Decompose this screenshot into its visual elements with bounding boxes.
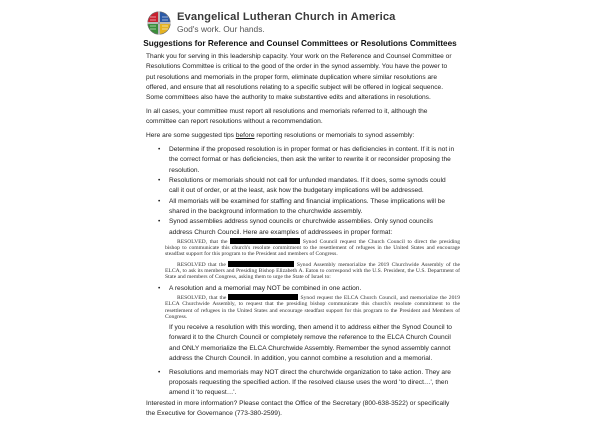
resolution-prefix: RESOLVED, that the — [177, 238, 228, 245]
intro-paragraph: Thank you for serving in this leadership capacity. Your work on the Reference and Counsel Committee or Resolutions Committee is critical to the good of the order in the synod assembly. You have the power to put resolutions and memorials in the proper form, eliminate duplication where similar resolutions are offered, and ensure that all resolutions relating to a specific subject will be offered in logical sequence. Some committees also have the authority to make substantive edits and alterations in resolutions. — [146, 53, 452, 102]
bullet-icon: • — [158, 284, 161, 292]
resolution-text: Synod Council request the Church Council to direct the presiding bishop to communicate this church's resolute commitment to the resettlement of refugees in the United States and encourage steadfast support for this program to the President and members of Congress. — [165, 238, 461, 258]
redaction-box — [228, 294, 298, 300]
tip-followup: If you receive a resolution with this wording, then amend it to address either the Synod Council to forward it to the Church Council or completely remove the reference to the ELCA Church Council and ONLY memorialize the ELCA Churchwide Assembly. Remember the synod assembly cannot address the Church Council. In addition, you cannot combine a resolution and a memorial. — [169, 324, 452, 362]
bullet-icon: • — [158, 368, 161, 376]
redaction-box — [230, 238, 300, 244]
resolution-prefix: RESOLVED, that the — [177, 294, 227, 301]
resolution-example — [165, 238, 460, 258]
resolution-example — [165, 294, 460, 320]
resolution-text: Synod Assembly memorialize the 2019 Churchwide Assembly of the ELCA, to ask its members and Presiding Bishop Elizabeth A. Eaton to correspond with the U.S. President, the U.S. Department of State and members of Congress, asking them to urge the State of Israel to: — [165, 261, 460, 281]
tip-item — [146, 217, 461, 281]
document-body — [146, 52, 461, 423]
tip-item — [146, 368, 456, 399]
bullet-icon: • — [158, 197, 161, 205]
document-title: Suggestions for Reference and Counsel Committees or Resolutions Committees — [143, 39, 457, 48]
tip-text: Determine if the proposed resolution is in proper format or has deficiencies in content. If it is not in the correct format or has deficiencies, then ask the writer to rewrite it or reconsider proposing the resolution. — [169, 146, 455, 174]
tip-text: Synod assemblies address synod councils or churchwide assemblies. Only synod councils address Church Council. Here are examples of addressees in proper format: — [169, 218, 433, 236]
resolution-examples — [165, 294, 460, 320]
tip-item — [146, 284, 460, 365]
closing-paragraph: Interested in more information? Please contact the Office of the Secretary (800-638-3522) or specifically the Executive for Governance (773-380-2599). — [146, 399, 450, 418]
resolution-examples — [165, 238, 460, 281]
tip-text: All memorials will be examined for staffing and financial implications. These implications will be shared in the background information to the churchwide assembly. — [169, 197, 446, 215]
bullet-icon: • — [158, 218, 161, 226]
bullet-icon: • — [158, 146, 161, 154]
resolution-example — [165, 261, 460, 281]
tip-item — [146, 145, 456, 176]
elca-cross-logo-icon — [147, 11, 171, 35]
tips-list — [146, 145, 461, 399]
tips-intro-text-end: reporting resolutions or memorials to synod assembly: — [254, 132, 415, 140]
letterhead — [147, 9, 396, 37]
resolution-text: Synod request the ELCA Church Council, and memorialize the 2019 ELCA Churchwide Assembly, to request that the presiding bishop communicate this church's resolute commitment to the resettlement of refugees in the United States and encourage steadfast support for this program to the President and Members of Congress. — [165, 294, 460, 320]
tip-text: Resolutions or memorials should not call for unfunded mandates. If it does, some synods could call it out of order, or at the least, ask how the budgetary implications will be addressed. — [169, 177, 446, 195]
redaction-box — [228, 261, 294, 267]
tip-text: Resolutions and memorials may NOT direct the churchwide organization to take action. They are proposals requesting the specified action. If the resolved clause uses the word 'to direct…', then amend it 'to request…'. — [169, 368, 451, 397]
resolution-prefix: RESOLVED that the — [177, 261, 226, 268]
tip-text: A resolution and a memorial may NOT be combined in one action. — [169, 284, 362, 292]
brand-block — [177, 12, 396, 34]
tips-intro — [146, 131, 456, 141]
org-name: Evangelical Lutheran Church in America — [177, 11, 396, 24]
tip-item — [146, 176, 456, 197]
bullet-icon: • — [158, 177, 161, 185]
org-tagline: God's work. Our hands. — [177, 24, 265, 35]
tip-item — [146, 197, 456, 218]
tips-intro-underlined: before — [235, 132, 255, 140]
report-all-paragraph: In all cases, your committee must report all resolutions and memorials referred to it, although the committee can report resolutions without a recommendation. — [146, 108, 428, 126]
tips-intro-text: Here are some suggested tips — [146, 132, 236, 140]
